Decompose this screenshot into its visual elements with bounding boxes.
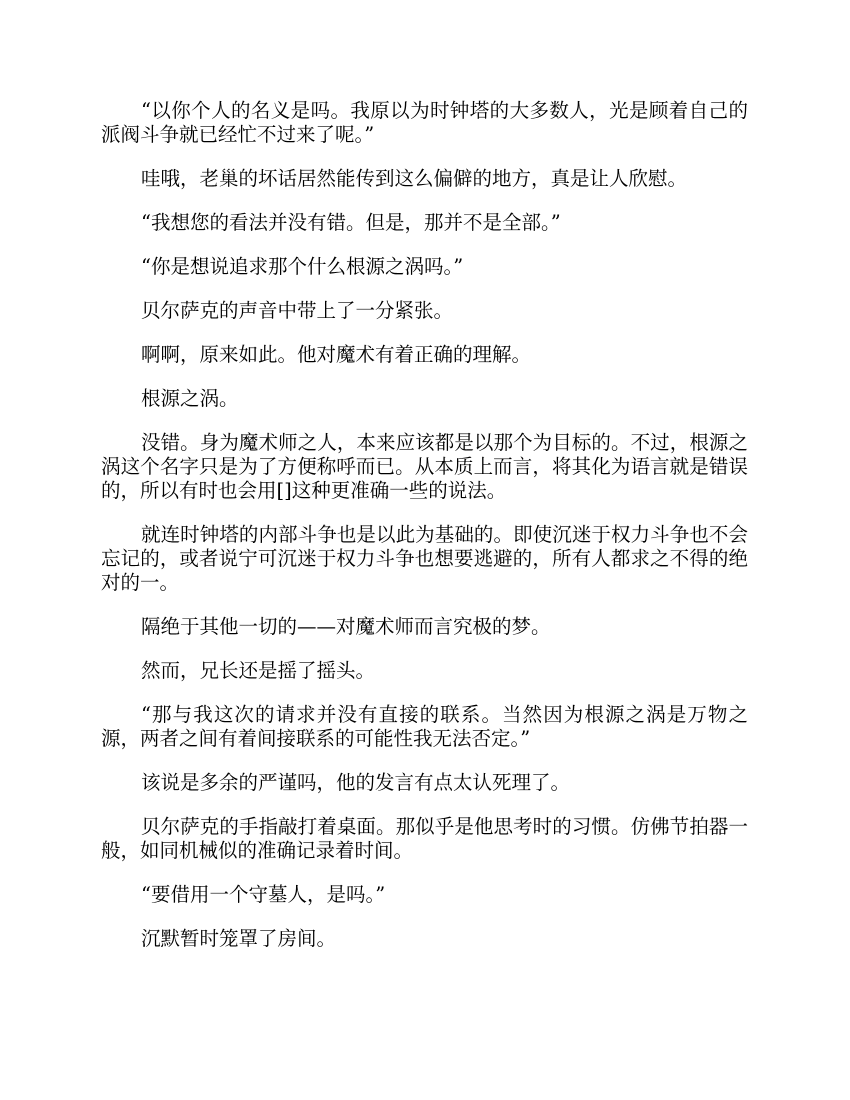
paragraph: 贝尔萨克的声音中带上了一分紧张。 (141, 299, 454, 322)
paragraph: “那与我这次的请求并没有直接的联系。当然因为根源之涡是万物之源，两者之间有着间接联系的可能性我无法否定。” (101, 703, 748, 750)
paragraph: 隔绝于其他一切的——对魔术师而言究极的梦。 (141, 615, 551, 638)
paragraph: “你是想说追求那个什么根源之涡吗。” (141, 255, 464, 278)
paragraph: 贝尔萨克的手指敲打着桌面。那似乎是他思考时的习惯。仿佛节拍器一般，如同机械似的准确记录着时间。 (101, 815, 748, 862)
paragraph: “要借用一个守墓人，是吗。” (141, 883, 386, 906)
paragraph: “以你个人的名义是吗。我原以为时钟塔的大多数人，光是顾着自己的派阀斗争就已经忙不过来了呢。” (101, 99, 748, 146)
paragraph: 就连时钟塔的内部斗争也是以此为基础的。即使沉迷于权力斗争也不会忘记的，或者说宁可沉迷于权力斗争也想要逃避的，所有人都求之不得的绝对的一。 (101, 523, 748, 594)
paragraph: 没错。身为魔术师之人，本来应该都是以那个为目标的。不过，根源之涡这个名字只是为了方便称呼而已。从本质上而言，将其化为语言就是错误的，所以有时也会用[]这种更准确一些的说法。 (101, 431, 748, 502)
paragraph: “我想您的看法并没有错。但是，那并不是全部。” (141, 211, 561, 234)
document-body (101, 99, 748, 971)
paragraph: 该说是多余的严谨吗，他的发言有点太认死理了。 (141, 771, 571, 794)
paragraph: 根源之涡。 (141, 387, 239, 410)
paragraph: 然而，兄长还是摇了摇头。 (141, 659, 376, 682)
paragraph: 啊啊，原来如此。他对魔术有着正确的理解。 (141, 343, 532, 366)
paragraph: 哇哦，老巢的坏话居然能传到这么偏僻的地方，真是让人欣慰。 (141, 167, 688, 190)
paragraph: 沉默暂时笼罩了房间。 (141, 927, 337, 950)
